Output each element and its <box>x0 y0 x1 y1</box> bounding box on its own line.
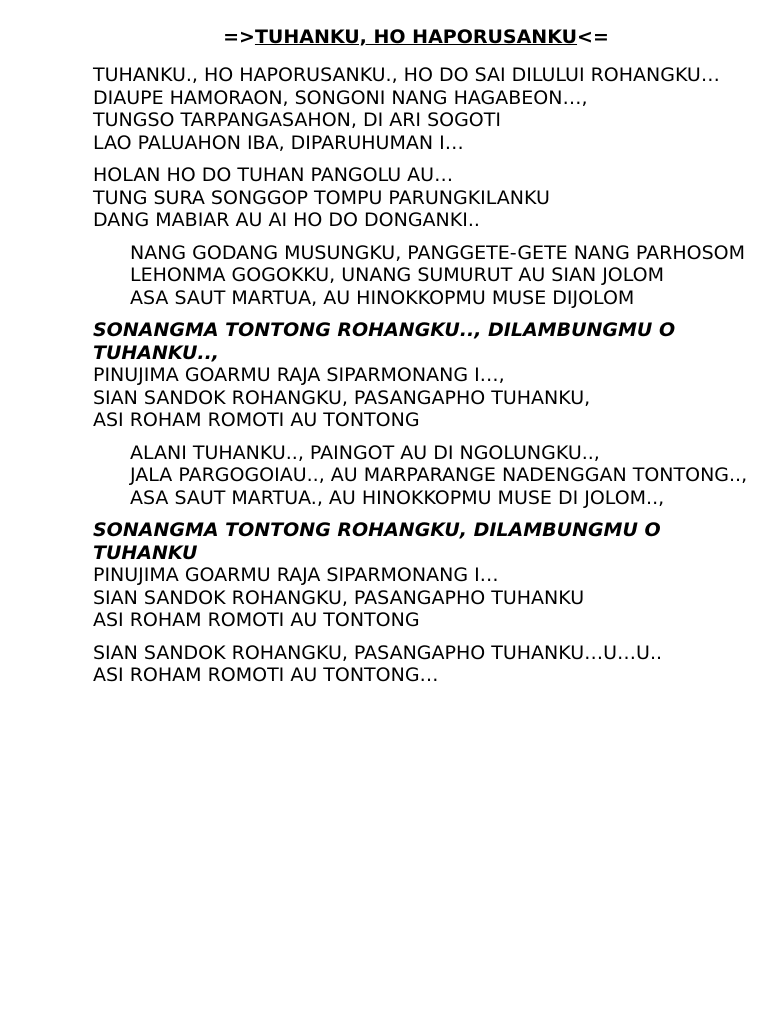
lyric-line: ASI ROHAM ROMOTI AU TONTONG <box>93 409 420 431</box>
chorus-heading: SONANGMA TONTONG ROHANGKU.., DILAMBUNGMU O TUHANKU.., <box>93 319 676 364</box>
lyric-line: SIAN SANDOK ROHANGKU, PASANGAPHO TUHANKU, <box>93 386 591 409</box>
lyric-line: PINUJIMA GOARMU RAJA SIPARMONANG I…, <box>93 364 505 386</box>
stanza-1 <box>93 64 753 154</box>
lyric-line: SIAN SANDOK ROHANGKU, PASANGAPHO TUHANKU…U…U.. <box>93 641 663 664</box>
lyrics-body <box>93 64 753 697</box>
lyric-line: ASI ROHAM ROMOTI AU TONTONG <box>93 609 420 631</box>
lyric-line: HOLAN HO DO TUHAN PANGOLU AU… <box>93 164 454 186</box>
chorus-heading: SONANGMA TONTONG ROHANGKU, DILAMBUNGMU O TUHANKU <box>93 519 661 564</box>
lyric-line: SIAN SANDOK ROHANGKU, PASANGAPHO TUHANKU <box>93 586 585 609</box>
title-main: TUHANKU, HO HAPORUSANKU <box>254 26 578 48</box>
title-prefix: => <box>223 26 255 48</box>
song-title <box>0 26 768 48</box>
lyric-line: TUNG SURA SONGGOP TOMPU PARUNGKILANKU <box>93 186 550 209</box>
lyric-line: TUHANKU., HO HAPORUSANKU., HO DO SAI DILULUI ROHANGKU… <box>93 64 720 86</box>
lyric-line: JALA PARGOGOIAU.., AU MARPARANGE NADENGGAN TONTONG.., <box>130 464 748 486</box>
chorus-2 <box>93 519 753 632</box>
lyric-line: ALANI TUHANKU.., PAINGOT AU DI NGOLUNGKU.., <box>130 441 600 464</box>
stanza-5-indented <box>93 442 753 510</box>
lyric-line: ASA SAUT MARTUA, AU HINOKKOPMU MUSE DIJOLOM <box>130 286 635 309</box>
lyric-line: PINUJIMA GOARMU RAJA SIPARMONANG I… <box>93 564 499 586</box>
lyric-line: NANG GODANG MUSUNGKU, PANGGETE-GETE NANG PARHOSOM <box>130 241 745 264</box>
stanza-3-indented <box>93 242 753 310</box>
title-suffix: <= <box>577 26 609 48</box>
stanza-2 <box>93 164 753 232</box>
stanza-7-ending <box>93 642 753 687</box>
chorus-1 <box>93 319 753 432</box>
lyric-line: TUNGSO TARPANGASAHON, DI ARI SOGOTI <box>93 109 501 131</box>
lyric-line: ASI ROHAM ROMOTI AU TONTONG… <box>93 664 439 686</box>
lyric-line: DANG MABIAR AU AI HO DO DONGANKI.. <box>93 209 480 231</box>
lyric-line: LEHONMA GOGOKKU, UNANG SUMURUT AU SIAN JOLOM <box>130 264 665 286</box>
lyric-line: DIAUPE HAMORAON, SONGONI NANG HAGABEON…, <box>93 86 588 109</box>
lyric-line: ASA SAUT MARTUA., AU HINOKKOPMU MUSE DI JOLOM.., <box>130 486 665 509</box>
lyric-line: LAO PALUAHON IBA, DIPARUHUMAN I… <box>93 131 464 154</box>
